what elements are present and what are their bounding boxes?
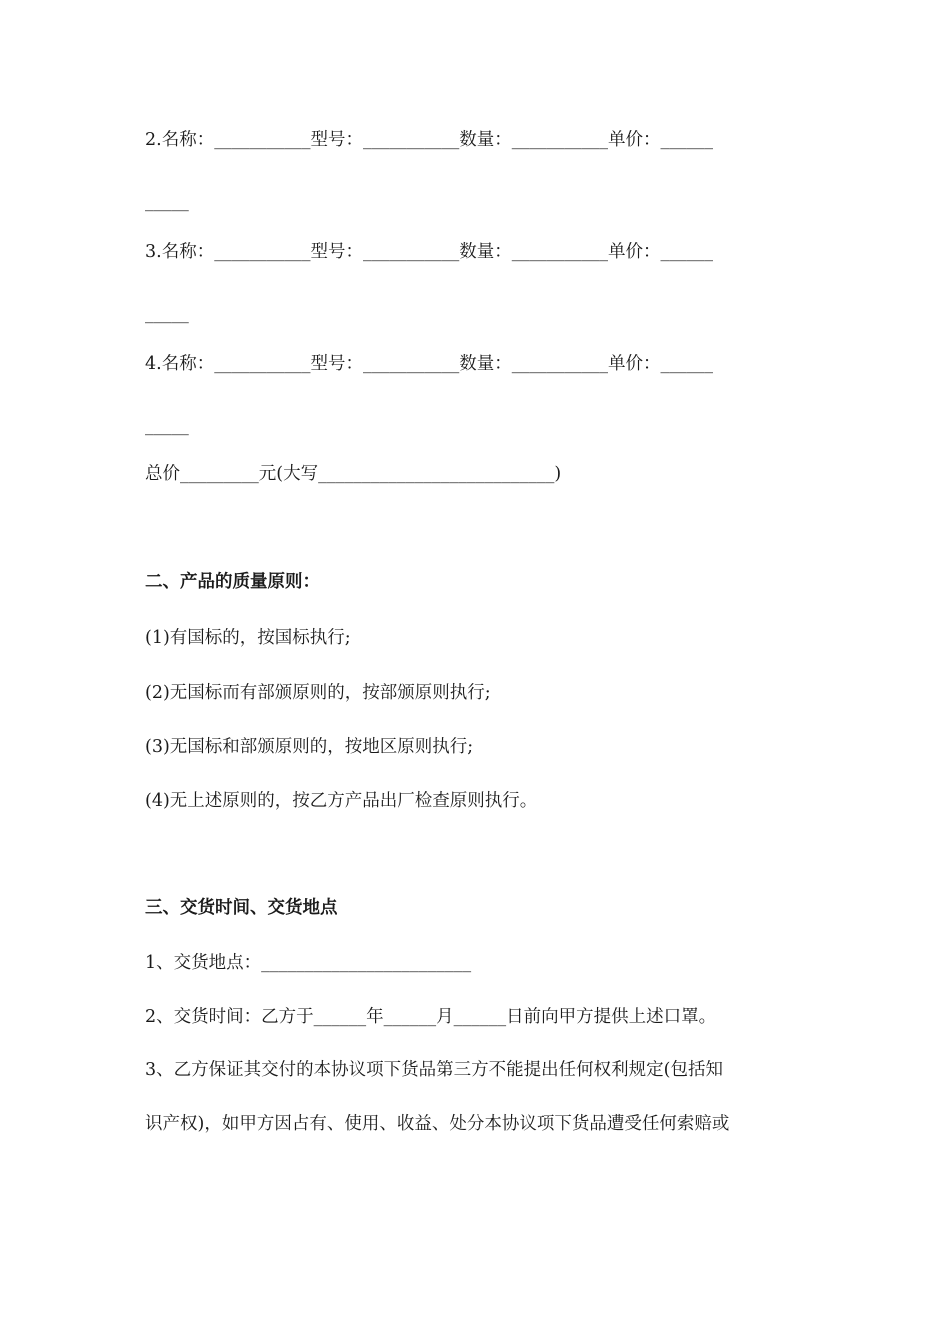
section-2-item-1: (1)有国标的，按国标执行;: [145, 628, 351, 648]
section-2-item-3: (3)无国标和部颁原则的，按地区原则执行;: [145, 737, 474, 757]
item-3-line: 3.名称：___________型号：___________数量：___________单价：______: [145, 242, 713, 262]
section-3-item-3-line-2: 识产权)，如甲方因占有、使用、收益、处分本协议项下货品遭受任何索赔或: [145, 1114, 730, 1134]
section-3-heading: 三、交货时间、交货地点: [145, 898, 338, 918]
section-2-heading: 二、产品的质量原则：: [145, 572, 320, 592]
section-3-item-3-line-1: 3、乙方保证其交付的本协议项下货品第三方不能提出任何权利规定(包括知: [145, 1060, 723, 1080]
item-2-line: 2.名称：___________型号：___________数量：___________单价：______: [145, 130, 713, 150]
item-4-continuation: _____: [145, 416, 189, 436]
section-3-item-1: 1、交货地点：________________________: [145, 953, 472, 973]
section-2-item-2: (2)无国标而有部颁原则的，按部颁原则执行;: [145, 683, 491, 703]
item-3-continuation: _____: [145, 304, 189, 324]
item-2-continuation: _____: [145, 192, 189, 212]
section-3-item-2: 2、交货时间：乙方于______年______月______日前向甲方提供上述口罩。: [145, 1007, 717, 1027]
section-2-item-4: (4)无上述原则的，按乙方产品出厂检查原则执行。: [145, 791, 538, 811]
total-price-line: 总价_________元(大写___________________________): [145, 464, 562, 484]
item-4-line: 4.名称：___________型号：___________数量：___________单价：______: [145, 354, 713, 374]
